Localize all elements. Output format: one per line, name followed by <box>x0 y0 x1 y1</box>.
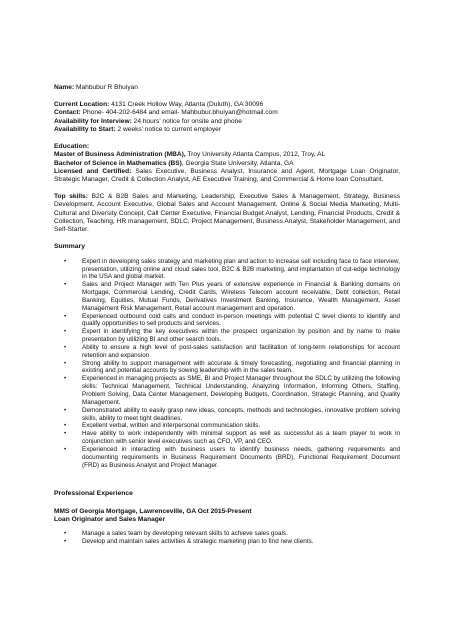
location-label: Current Location: <box>54 101 110 109</box>
summary-item: • Sales and Project Manager with Ten Plus years of extensive experience in Financial & Banking domains on Mortgage, Commercial Lending, Credit Cards, Wireless Telecom account receivable, Debt collection, Retail Banking, Equities, Mutual Funds, Derivatives Investment Banking, Insurance, Wealth Management, Asset Management Risk Management, Retail account management and operation. <box>54 281 400 312</box>
summary-item: • Expert in developing sales strategy and marketing plan and action to increase sell including face to face interview, presentation, utilizing online and cloud sales tool, B2C & B2B marketing, and implantation of cut-edge technology in the USA and global market. <box>54 258 400 282</box>
cert-value: Sales Executive, Business Analyst, Insurance and Agent, Mortgage Loan Originator, Strategic Manager, Credit & Collection Analyst, AE Executive Training, and Commercial & Home loan Consultant. <box>54 167 400 184</box>
mba-label: Master of Business Administration (MBA), <box>54 151 186 159</box>
summary-item: • Experienced in interacting with business users to identify business needs, gathering requirements and documenting requirements in Business Requirement Documents (BRD), Functional Requirement Document (FRD) as Business Analyst and Project Manager. <box>54 446 400 470</box>
contact-label: Contact: <box>54 109 81 117</box>
name-line <box>54 84 400 92</box>
contact-line <box>54 109 400 117</box>
experience-list <box>54 530 400 546</box>
summary-item: • Have ability to work independently with minimal support as well as successful as a team player to work in conjunction with senior level executives such as CFO, VP, and CEO. <box>54 430 400 446</box>
location-line <box>54 101 400 109</box>
interview-line <box>54 118 400 126</box>
start-line <box>54 126 400 134</box>
contact-value: Phone- 404-202-6484 and email- Mahbubur.bhuiyan@hotmail.com <box>82 109 278 117</box>
skills-label: Top skills: <box>54 193 88 201</box>
bs-label: Bachelor of Science in Mathematics (BS) <box>54 159 182 167</box>
summary-item: • Experienced outbound cold calls and conduct in-person meetings with potential C level clients to identify and qualify opportunities to sell products and services. <box>54 313 400 329</box>
summary-list <box>54 258 400 470</box>
interview-label: Availability for Interview: <box>54 117 132 125</box>
summary-title: Summary <box>54 243 85 251</box>
job-role: Loan Originator and Sales Manager <box>54 516 166 524</box>
skills-paragraph <box>54 193 400 234</box>
interview-value: 24 hours' notice for onsite and phone <box>133 117 242 125</box>
summary-item: • Experienced in managing projects as SME, BI and Project Manager throughout the SDLC by utilizing the following skills: Technical Management, Technical Understanding, Analyzing Information, Informing Others, Staffing, Problem Solving, Data Center Management, Developing Budgets, Coordination, Strategic Planning, and Quality Management. <box>54 375 400 406</box>
location-value: 4131 Creek Hollow Way, Atlanta (Duluth), GA 30096 <box>111 101 264 109</box>
summary-item: • Expert in identifying the key executives within the prospect organization by position and by name to make presentation by utilizing BI and other search tools. <box>54 328 400 344</box>
mba-line <box>54 151 400 159</box>
summary-item: • Ability to ensure a high level of post-sales satisfaction and facilitation of long-term relationships for account retention and expansion <box>54 344 400 360</box>
name-value: Mahbubur R Bhuiyan <box>76 84 138 91</box>
cert-label: Licensed and Certified: <box>54 167 132 175</box>
experience-item: • Manage a sales team by developing relevant skills to achieve sales goals. <box>54 530 400 538</box>
start-label: Availability to Start: <box>54 125 116 133</box>
summary-item: • Excellent verbal, written and interpersonal communication skills. <box>54 422 400 430</box>
mba-value: Troy University Atlanta Campus, 2012, Troy, AL <box>187 151 326 159</box>
summary-item: • Demonstrated ability to easily grasp new ideas, concepts, methods and technologies, innovative problem solving skills, ability to meet tight deadlines. <box>54 407 400 423</box>
certification-paragraph <box>54 168 400 184</box>
skills-value: B2C & B2B Sales and Marketing, Leadership, Executive Sales & Management, Strategy, Business Development, Account Executive, Global Sales and Account Management, Online & Social Media Marketing, Multi-Cultural and Diversity Concept, Call Center Executive, Financial Budget Analyst, Lending, Financial Products, Credit & Collection, Teaching, HR management, SDLC, Project Management, Business Analyst, Stakeholder Management, and Self-Starter. <box>54 193 400 234</box>
bs-value: , Georgia State University, Atlanta, GA <box>181 159 294 167</box>
start-value: 2 weeks' notice to current employer <box>117 125 222 133</box>
job-company: MMS of Georgia Mortgage, Lawrenceville, GA Oct 2015-Present <box>54 507 252 515</box>
experience-item: • Develop and maintain sales activities & strategic marketing plan to find new clients. <box>54 538 400 546</box>
education-title: Education: <box>54 143 90 151</box>
experience-title: Professional Experience <box>54 490 133 498</box>
bs-line <box>54 160 400 168</box>
summary-item: • Strong ability to support management with accurate & timely forecasting, negotiating and financial planning in existing and potential accounts by sowing leadership with in the sales team. <box>54 360 400 376</box>
resume-page <box>54 84 400 546</box>
name-label: Name: <box>54 84 75 91</box>
